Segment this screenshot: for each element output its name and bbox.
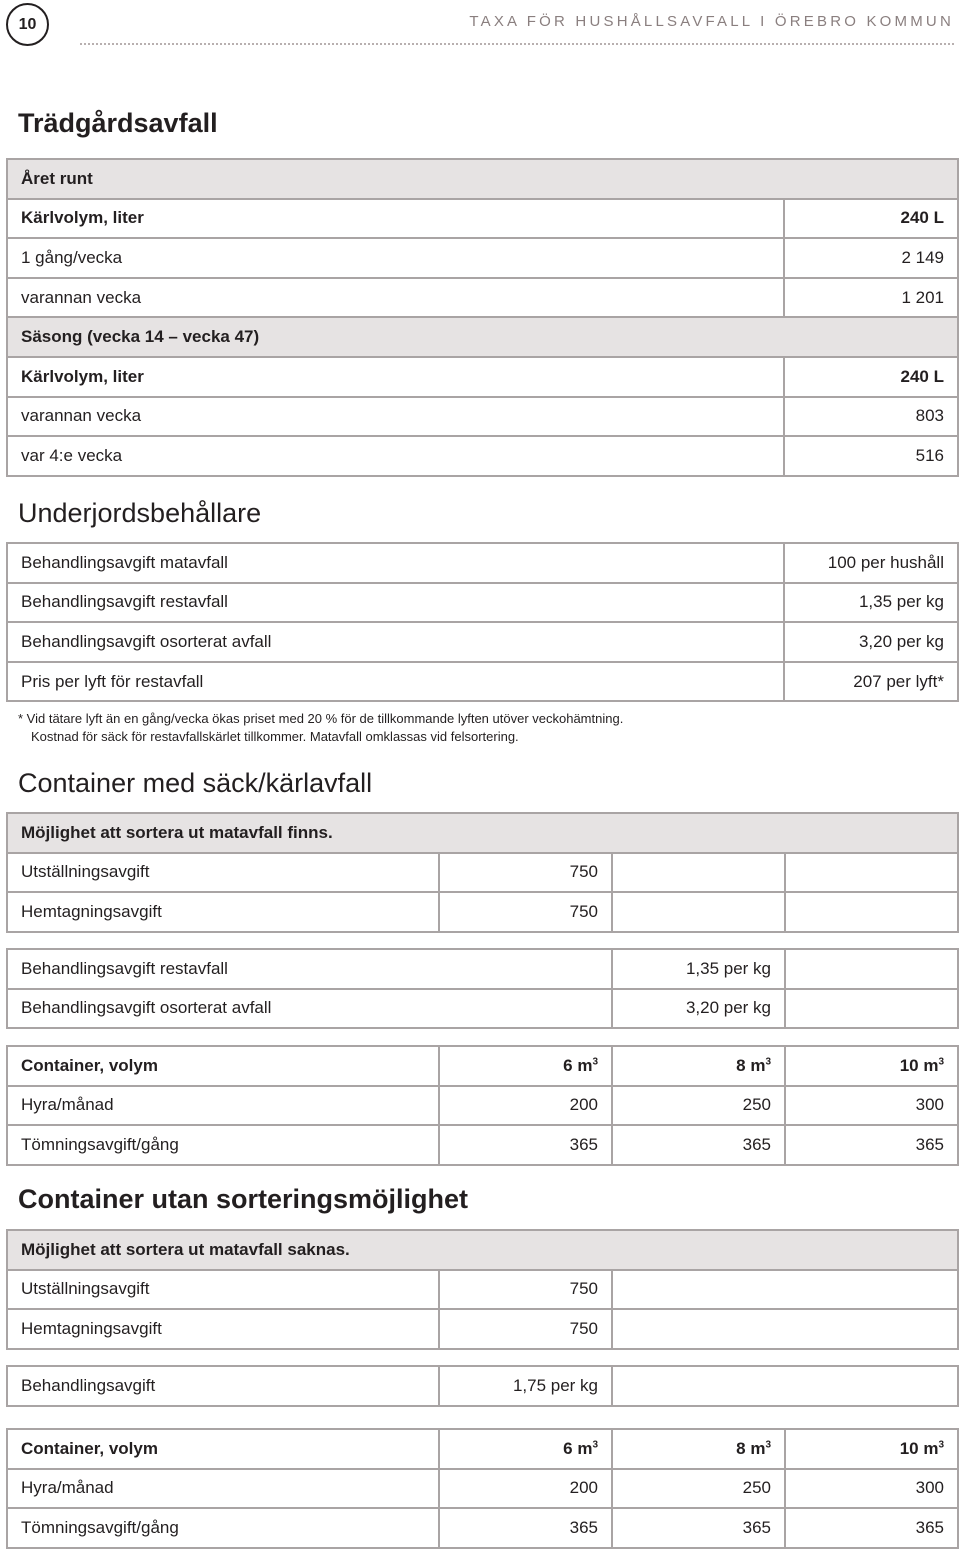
table-row — [7, 543, 958, 583]
empty-cell — [612, 853, 785, 893]
container-med-treatment-table — [6, 948, 959, 1029]
table-row — [7, 622, 958, 662]
row-value: 365 — [439, 1508, 612, 1548]
table-row — [7, 662, 958, 702]
volume-10: 10 $m^3$ — [785, 1429, 958, 1469]
row-value: 365 — [612, 1508, 785, 1548]
row-value: 365 — [785, 1508, 958, 1548]
row-label: Utställningsavgift — [7, 853, 439, 893]
row-label: Hemtagningsavgift — [7, 892, 439, 932]
table-row — [7, 949, 958, 989]
document-title: TAXA FÖR HUSHÅLLSAVFALL I ÖREBRO KOMMUN — [469, 13, 954, 30]
row-value: 803 — [784, 397, 958, 437]
row-value: 750 — [439, 1270, 612, 1310]
tradgard-table — [6, 158, 959, 477]
row-value: 365 — [785, 1125, 958, 1165]
container-med-fees-table — [6, 812, 959, 933]
table-row — [7, 278, 958, 318]
table-heading-row — [7, 1230, 958, 1270]
row-label: Hyra/månad — [7, 1086, 439, 1126]
heading-sorting-missing: Möjlighet att sortera ut matavfall saknas. — [7, 1230, 958, 1270]
row-label: Behandlingsavgift restavfall — [7, 949, 612, 989]
row-label: varannan vecka — [7, 397, 784, 437]
row-value: 200 — [439, 1086, 612, 1126]
table-row — [7, 397, 958, 437]
row-value: 750 — [439, 892, 612, 932]
table-row — [7, 1125, 958, 1165]
heading-year-round: Året runt — [7, 159, 958, 199]
row-value: 2 149 — [784, 238, 958, 278]
empty-cell — [612, 1366, 958, 1406]
container-utan-fees-table — [6, 1229, 959, 1350]
row-value: 750 — [439, 1309, 612, 1349]
table-row — [7, 853, 958, 893]
row-value: 1 201 — [784, 278, 958, 318]
row-label: Pris per lyft för restavfall — [7, 662, 784, 702]
row-label: Behandlingsavgift osorterat avfall — [7, 989, 612, 1029]
row-label: 1 gång/vecka — [7, 238, 784, 278]
row-label: Behandlingsavgift osorterat avfall — [7, 622, 784, 662]
section-title-container-utan: Container utan sorteringsmöjlighet — [18, 1184, 469, 1214]
row-value: 200 — [439, 1469, 612, 1509]
table-row — [7, 583, 958, 623]
table-row — [7, 1366, 958, 1406]
section-title-container-med: Container med säck/kärlavfall — [18, 768, 373, 798]
table-row — [7, 1309, 958, 1349]
row-label: Hyra/månad — [7, 1469, 439, 1509]
page-number: 10 — [6, 3, 49, 46]
row-value: 3,20 per kg — [784, 622, 958, 662]
volume-8: 8 $m^3$ — [612, 1429, 785, 1469]
table-row — [7, 357, 958, 397]
row-value: 750 — [439, 853, 612, 893]
volume-6: 6 $m^3$ — [439, 1046, 612, 1086]
row-value: 300 — [785, 1469, 958, 1509]
container-utan-treatment-table — [6, 1365, 959, 1407]
footnote-line-2: Kostnad för säck för restavfallskärlet tillkommer. Matavfall omklassas vid felsortering. — [31, 729, 519, 744]
row-value: 365 — [612, 1125, 785, 1165]
table-row — [7, 199, 958, 239]
table-heading-row — [7, 159, 958, 199]
header-divider — [80, 43, 954, 45]
row-label: Kärlvolym, liter — [7, 357, 784, 397]
volume-10: 10 $m^3$ — [785, 1046, 958, 1086]
table-row — [7, 1508, 958, 1548]
volume-8: 8 $m^3$ — [612, 1046, 785, 1086]
footnote — [18, 710, 623, 746]
row-value: 240 L — [784, 357, 958, 397]
heading-sorting-possible: Möjlighet att sortera ut matavfall finns. — [7, 813, 958, 853]
row-label: Hemtagningsavgift — [7, 1309, 439, 1349]
row-value: 365 — [439, 1125, 612, 1165]
volume-label: Container, volym — [7, 1046, 439, 1086]
volume-6: 6 $m^3$ — [439, 1429, 612, 1469]
row-value: 250 — [612, 1469, 785, 1509]
row-value: 240 L — [784, 199, 958, 239]
empty-cell — [785, 853, 958, 893]
table-heading-row — [7, 813, 958, 853]
container-utan-volume-table — [6, 1428, 959, 1549]
row-label: Behandlingsavgift matavfall — [7, 543, 784, 583]
section-title-underjordsbehallare: Underjordsbehållare — [18, 498, 262, 528]
table-row — [7, 1469, 958, 1509]
empty-cell — [785, 892, 958, 932]
row-value: 3,20 per kg — [612, 989, 785, 1029]
underjord-table — [6, 542, 959, 702]
row-value: 516 — [784, 436, 958, 476]
row-value: 300 — [785, 1086, 958, 1126]
container-med-volume-table — [6, 1045, 959, 1166]
table-row — [7, 989, 958, 1029]
table-heading-row — [7, 317, 958, 357]
row-value: 250 — [612, 1086, 785, 1126]
empty-cell — [785, 949, 958, 989]
table-row — [7, 892, 958, 932]
row-label: Utställningsavgift — [7, 1270, 439, 1310]
table-row — [7, 1270, 958, 1310]
heading-season: Säsong (vecka 14 – vecka 47) — [7, 317, 958, 357]
table-header-row — [7, 1046, 958, 1086]
row-value: 1,75 per kg — [439, 1366, 612, 1406]
empty-cell — [785, 989, 958, 1029]
row-value: 207 per lyft* — [784, 662, 958, 702]
row-value: 100 per hushåll — [784, 543, 958, 583]
volume-label: Container, volym — [7, 1429, 439, 1469]
footnote-line-1: * Vid tätare lyft än en gång/vecka ökas priset med 20 % för de tillkommande lyften utöver veckohämtning. — [18, 711, 624, 726]
row-label: Tömningsavgift/gång — [7, 1125, 439, 1165]
row-value: 1,35 per kg — [612, 949, 785, 989]
row-label: Tömningsavgift/gång — [7, 1508, 439, 1548]
table-row — [7, 436, 958, 476]
row-label: Kärlvolym, liter — [7, 199, 784, 239]
row-label: var 4:e vecka — [7, 436, 784, 476]
empty-cell — [612, 1270, 958, 1310]
row-value: 1,35 per kg — [784, 583, 958, 623]
row-label: Behandlingsavgift — [7, 1366, 439, 1406]
table-row — [7, 238, 958, 278]
table-row — [7, 1086, 958, 1126]
section-title-tradgardsavfall: Trädgårdsavfall — [18, 108, 218, 138]
empty-cell — [612, 1309, 958, 1349]
empty-cell — [612, 892, 785, 932]
row-label: varannan vecka — [7, 278, 784, 318]
table-header-row — [7, 1429, 958, 1469]
row-label: Behandlingsavgift restavfall — [7, 583, 784, 623]
